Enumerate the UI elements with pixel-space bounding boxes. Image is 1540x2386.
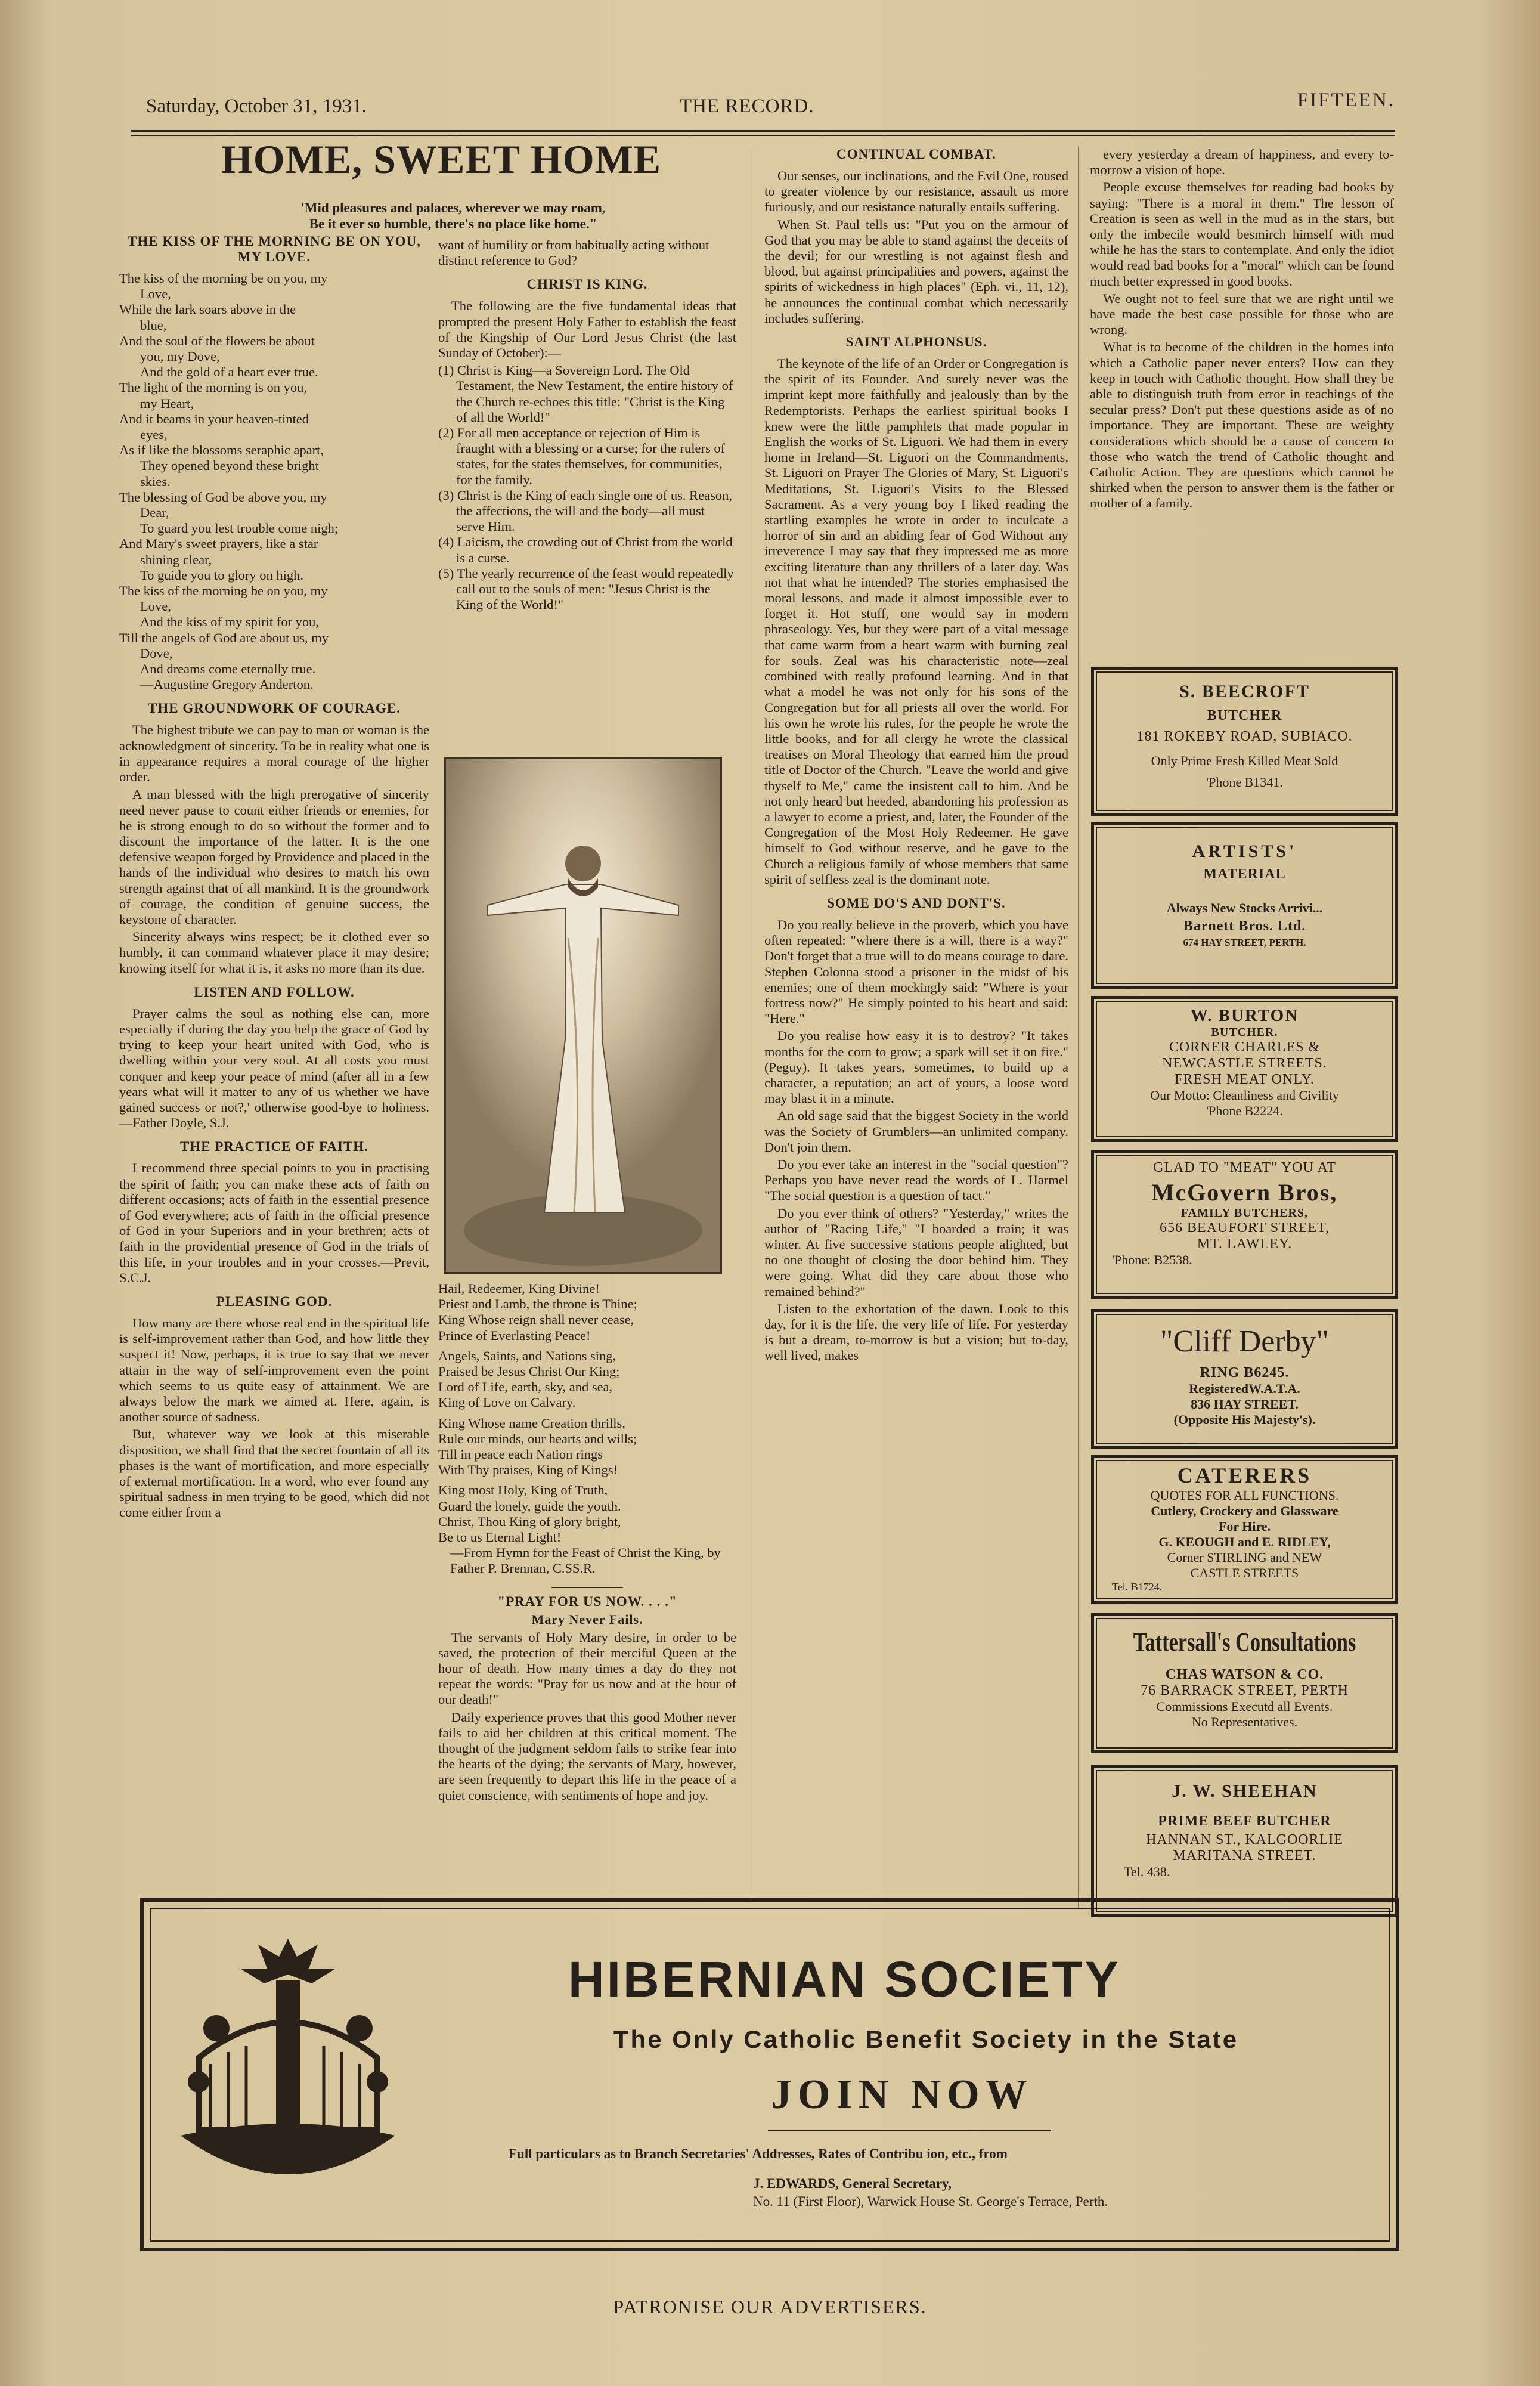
hymn-line: Rule our minds, our hearts and wills; [438, 1431, 637, 1446]
poem-line: Love, [140, 286, 171, 302]
poem-line: They opened beyond these bright [140, 458, 319, 474]
hibernian-secretary: J. EDWARDS, General Secretary, [753, 2176, 952, 2191]
page-number: FIFTEEN. [1297, 89, 1395, 111]
sub-quote-line-2: Be it ever so humble, there's no place like home." [309, 216, 597, 231]
ad-line: NEWCASTLE STREETS. [1162, 1056, 1327, 1071]
hibernian-subtitle: The Only Catholic Benefit Society in the State [613, 2025, 1239, 2053]
hymn-line: Guard the lonely, guide the youth. [438, 1498, 621, 1514]
ad-line: No Representatives. [1191, 1715, 1298, 1729]
poem-line: you, my Dove, [140, 349, 220, 364]
ad-artists-material [1091, 822, 1398, 989]
article-heading: "PRAY FOR US NOW. . . ." [497, 1593, 677, 1609]
article-heading: THE KISS OF THE MORNING BE ON YOU, MY LOVE. [128, 234, 421, 264]
poem-line: To guide you to glory on high. [140, 567, 304, 583]
dos-article [764, 917, 1068, 1364]
poem-line: And the soul of the flowers be about [119, 333, 315, 348]
ad-address: MT. LAWLEY. [1197, 1236, 1293, 1252]
ad-line: RING B6245. [1200, 1365, 1290, 1381]
poem-line: blue, [140, 317, 167, 333]
page-header [131, 89, 1395, 125]
column-divider [1078, 146, 1079, 1908]
paragraph: How many are there whose real end in the spiritual life is self-improvement rather than God, and how little they suspect it! Now, perhaps, it is true to say that we never attain in the way of self-improvement even the point which seems to us quite easy of attainment. We are always below the mark we aimed at. Here, again, is another source of sadness. [119, 1315, 429, 1425]
poem-line: And the kiss of my spirit for you, [140, 614, 319, 630]
column-3 [764, 147, 1068, 1366]
ad-line: (Opposite His Majesty's). [1173, 1412, 1316, 1427]
kiss-poem [119, 271, 429, 692]
poem-line: The kiss of the morning be on you, my [119, 583, 328, 599]
paragraph: When St. Paul tells us: "Put you on the armour of God that you may be able to stand against the deceits of the devil; for our wrestling is not against flesh and blood, but against principalities and powers, against the spirits of wickedness in high places" (Eph. vi., 11, 12), he announces the continual combat which necessarily includes suffering. [764, 216, 1068, 326]
groundwork-article [119, 722, 429, 976]
paragraph: People excuse themselves for reading bad books by saying: "There is a moral in them." The lesson of Creation is seen as well in the mud as in the stars, but only the imbecile would besmirch himself with mud while he has the stars to contemplate. And only the idiot would read bad books for a "moral" which can be found much better expressed in good books. [1090, 180, 1394, 289]
join-now: JOIN NOW [771, 2072, 1033, 2118]
paragraph: An old sage said that the biggest Society in the world was the Society of Grumblers—an unlimited company. Don't join them. [764, 1108, 1068, 1155]
listen-article [119, 1006, 429, 1131]
ad-trade: BUTCHER. [1211, 1026, 1278, 1039]
ad-line: Always New Stocks Arrivi... [1166, 900, 1323, 915]
poem-line: And it beams in your heaven-tinted [119, 411, 309, 426]
hymn-line: Angels, Saints, and Nations sing, [438, 1348, 616, 1363]
hymn-line: Praised be Jesus Christ Our King; [438, 1364, 620, 1379]
ad-caterers [1091, 1455, 1398, 1604]
poem-line: skies. [140, 474, 171, 489]
poem-line: my Heart, [140, 395, 194, 411]
hibernian-particulars: Full particulars as to Branch Secretaries' Addresses, Rates of Contribu ion, etc., from [509, 2146, 1008, 2161]
ad-title: S. BEECROFT [1179, 682, 1310, 701]
ad-trade: PRIME BEEF BUTCHER [1158, 1814, 1331, 1829]
pray-article [438, 1630, 736, 1803]
christ-intro: The following are the five fundamental ideas that prompted the present Holy Father to establish the feast of the Kingship of Our Lord Jesus Christ (the last Sunday of October):— [438, 298, 736, 361]
column-4-text [1090, 147, 1394, 512]
ad-line: Our Motto: Cleanliness and Civility [1150, 1088, 1339, 1103]
ad-title: CATERERS [1177, 1463, 1312, 1487]
column-2-bottom [438, 1281, 736, 1805]
divider [551, 1587, 623, 1588]
article-heading: SOME DO'S AND DONT'S. [827, 895, 1006, 911]
hymn-line: Till in peace each Nation rings [438, 1447, 603, 1462]
hymn-line: Priest and Lamb, the throne is Thine; [438, 1296, 637, 1312]
ad-beecroft [1091, 667, 1398, 816]
hymn-line: King most Holy, King of Truth, [438, 1483, 608, 1498]
hymn-line: King of Love on Calvary. [438, 1395, 576, 1410]
hibernian-address: No. 11 (First Floor), Warwick House St. George's Terrace, Perth. [753, 2194, 1108, 2209]
article-heading: LISTEN AND FOLLOW. [194, 984, 355, 999]
ad-line: Only Prime Fresh Killed Meat Sold [1151, 753, 1338, 768]
column-2-top [438, 237, 736, 612]
paragraph: every yesterday a dream of happiness, and every to-morrow a vision of hope. [1090, 147, 1394, 178]
ad-line: Cutlery, Crockery and Glassware [1151, 1503, 1338, 1518]
paragraph: Listen to the exhortation of the dawn. Look to this day, for it is the life, the very life of life. For yesterday is but a dream, to-morrow is but a vision; but to-day, well lived, makes [764, 1301, 1068, 1363]
ad-address: 836 HAY STREET. [1191, 1397, 1299, 1412]
ad-line: FRESH MEAT ONLY. [1175, 1072, 1315, 1087]
harp-shamrock-emblem-icon [175, 1933, 401, 2213]
poem-line: And dreams come eternally true. [140, 661, 316, 677]
hymn-line: King Whose reign shall never cease, [438, 1312, 634, 1327]
article-heading: CONTINUAL COMBAT. [836, 147, 996, 162]
main-title: HOME, SWEET HOME [221, 137, 662, 182]
article-subheading: Mary Never Fails. [531, 1611, 643, 1627]
ad-phone: 'Phone B1341. [1206, 775, 1283, 790]
ad-title: "Cliff Derby" [1160, 1324, 1329, 1358]
column-4 [1090, 147, 1394, 513]
hymn-line: Hail, Redeemer, King Divine! [438, 1281, 600, 1296]
poem-line: While the lark soars above in the [119, 302, 296, 317]
ad-title: ARTISTS' [1192, 841, 1297, 861]
ad-tattersall [1091, 1613, 1398, 1753]
ad-mcgovern [1091, 1150, 1398, 1299]
ad-line: GLAD TO "MEAT" YOU AT [1153, 1160, 1336, 1175]
poem-line: The light of the morning is on you, [119, 380, 307, 395]
ad-title: McGovern Bros, [1151, 1179, 1338, 1206]
poem-line: Love, [140, 599, 171, 614]
paragraph: A man blessed with the high prerogative of sincerity need never pause to count either friends or enemies, for he is strong enough to do so without the former and to discount the importance of the latter. It is the one defensive weapon forged by Providence and placed in the hands of the individual who desires to match his own strength against that of all mankind. It is the groundwork of courage, the condition of genuine success, the keystone of character. [119, 787, 429, 927]
hymn [438, 1281, 736, 1545]
christ-figure-icon [446, 759, 720, 1272]
alphonsus-article [764, 356, 1068, 887]
christ-the-king-image [444, 757, 722, 1274]
ad-address: HANNAN ST., KALGOORLIE [1146, 1832, 1343, 1847]
paragraph: But, whatever way we look at this miserable disposition, we shall find that the secret fountain of all its phases is the want of mortification, and more especially of external mortification. In a word, who ever found any spiritual sadness in men trying to be good, which did not come either from a [119, 1426, 429, 1520]
paragraph: Do you realise how easy it is to destroy? "It takes months for the corn to grow; a spark will set it on fire." (Peguy). It takes years, sometimes, to build up a character, a reputation; an act of yours, a loose word may blast it in a minute. [764, 1028, 1068, 1106]
ad-line: CHAS WATSON & CO. [1165, 1667, 1324, 1682]
hymn-line: With Thy praises, King of Kings! [438, 1462, 618, 1478]
hymn-line: King Whose name Creation thrills, [438, 1415, 625, 1431]
ad-title: J. W. SHEEHAN [1172, 1781, 1318, 1801]
practice-article [119, 1160, 429, 1286]
ad-phone: Tel. 438. [1124, 1864, 1170, 1879]
join-underline [768, 2130, 1051, 2131]
paragraph: Daily experience proves that this good Mother never fails to aid her children at this critical moment. The thought of the judgment seldom fails to strike fear into the hearts of the dying; the servants of Mary, however, are seen frequently to depart this life in the peace of a quiet conscience, with sentiments of hope and joy. [438, 1709, 736, 1803]
paragraph: Do you ever think of others? "Yesterday," writes the author of "Racing Life," "I boarded a train; it was winter. At five successive stations people alighted, but no one thought of closing the door behind him. They were going. What did they care about those who remained behind?" [764, 1205, 1068, 1299]
paragraph: I recommend three special points to you in practising the spirit of faith; you can make these acts of faith on different occasions; acts of faith in the essential presence of God everywhere; acts of faith in the official presence of God in your Superiors and in your brethren; acts of faith in the providential presence of God in the trials of this life, in your troubles and in your crosses.—Previt, S.C.J. [119, 1160, 429, 1285]
continued-paragraph: want of humility or from habitually acting without distinct reference to God? [438, 237, 709, 268]
pleasing-article [119, 1316, 429, 1521]
ad-line: CASTLE STREETS [1190, 1565, 1299, 1580]
newspaper-title: THE RECORD. [680, 95, 814, 117]
ad-phone: Tel. B1724. [1112, 1581, 1163, 1593]
footer-patronise: PATRONISE OUR ADVERTISERS. [613, 2296, 927, 2317]
ad-address: 181 ROKEBY ROAD, SUBIACO. [1136, 729, 1353, 744]
hymn-credit: —From Hymn for the Feast of Christ the King, by Father P. Brennan, C.SS.R. [450, 1545, 721, 1576]
ad-line: RegisteredW.A.T.A. [1189, 1381, 1300, 1396]
poem-line: Till the angels of God are about us, my [119, 630, 329, 645]
paragraph: Do you ever take an interest in the "social question"? Perhaps you have never read the words of L. Harmel "The social question is a question of tact." [764, 1156, 1068, 1203]
header-rule [131, 130, 1395, 132]
poem-line: eyes, [140, 427, 168, 442]
poem-line: As if like the blossoms seraphic apart, [119, 442, 324, 458]
poem-line: Dove, [140, 645, 173, 661]
ad-address: 656 BEAUFORT STREET, [1159, 1220, 1330, 1236]
poem-line: The kiss of the morning be on you, my [119, 271, 328, 286]
issue-date: Saturday, October 31, 1931. [146, 95, 367, 117]
combat-article [764, 168, 1068, 326]
ad-title: Tattersall's Consultations [1133, 1627, 1356, 1657]
paragraph: The keynote of the life of an Order or Congregation is the spirit of its Founder. And surely never was the imprint kept more faithfully and jealously than by the Redemptorists. Perhaps the earliest spiritual books I knew were the little pamphlets that made popular in English the works of St. Liguori. We had them in every home in Ireland—St. Liguori on the Commandments, St. Liguori on Prayer The Glories of Mary, St. Liguori's Meditations, St. Liguori's Visits to the Blessed Sacrament. As a very young boy I liked reading the startling examples he wrote in order to inculcate a horror of sin and an abiding fear of God Without any irreverence I may say that they impressed me as more exciting literature than any thrillers of a later day. Was not that what he intended? The stories emphasised the moral lessons, and made it almost impossible ever to forget it. Hot stuff, one would say in modern phraseology. Yes, but they were part of a vital message that came warm from a heart warm with burning zeal for souls. Zeal was his characteristic note—zeal combined with really profound learning. And in that what a model he was not only for his sons of the Congregation but for all priests all over the world. For his own he wrote his rules, for the people he wrote the little books, and for all clergy he wrote the classical treatises on Moral Theology that earned him the proud title of Doctor of the Church. "Leave the world and give thyself to Me," came the insistent call to him. And he not only heard but heeded, abandoning his profession as a lawyer to ecome a priest, and, later, the Founder of the Congregation of the Most Holy Redeemer. He gave himself to God without reserve, and he gave to the Church a religious family of whose members that same spirit of selfless zeal is the dominant note. [764, 356, 1068, 887]
article-heading: PLEASING GOD. [216, 1293, 333, 1309]
ad-line: Corner STIRLING and NEW [1167, 1550, 1322, 1565]
ad-address: MARITANA STREET. [1173, 1848, 1316, 1864]
ad-burton [1091, 996, 1398, 1142]
ad-line: CORNER CHARLES & [1169, 1039, 1321, 1055]
christ-point: (3) Christ is the King of each single one of us. Reason, the affections, the will and the body—all must serve Him. [438, 487, 733, 534]
poem-line: And the gold of a heart ever true. [140, 364, 318, 380]
poem-line: —Augustine Gregory Anderton. [140, 677, 314, 692]
paragraph: The servants of Holy Mary desire, in order to be saved, the protection of their merciful Queen at the hour of death. How many times a day do they not repeat the words: "Pray for us now and at the hour of our death!" [438, 1629, 736, 1707]
ad-line: 674 HAY STREET, PERTH. [1183, 937, 1306, 948]
christ-point: (4) Laicism, the crowding out of Christ from the world is a curse. [438, 534, 733, 565]
article-heading: CHRIST IS KING. [526, 277, 648, 292]
paragraph: Sincerity always wins respect; be it clothed ever so humbly, it can command whatever place it may desire; knowing itself for what it is, it asks no more than its due. [119, 929, 429, 976]
sub-quote-line-1: 'Mid pleasures and palaces, wherever we may roam, [300, 200, 606, 215]
article-heading: SAINT ALPHONSUS. [845, 335, 987, 350]
ad-phone: 'Phone: B2538. [1112, 1252, 1192, 1267]
ad-title-2: MATERIAL [1203, 866, 1286, 882]
ad-sheehan [1091, 1765, 1398, 1917]
ad-cliff-derby [1091, 1309, 1398, 1449]
poem-line: And Mary's sweet prayers, like a star [119, 536, 318, 552]
article-heading: THE GROUNDWORK OF COURAGE. [148, 701, 401, 716]
ad-line: For Hire. [1218, 1519, 1271, 1534]
column-1 [119, 234, 429, 1522]
christ-points [438, 363, 736, 612]
poem-line: The blessing of God be above you, my [119, 489, 327, 505]
hymn-line: Prince of Everlasting Peace! [438, 1327, 591, 1343]
poem-line: To guard you lest trouble come nigh; [140, 521, 339, 536]
paragraph: Prayer calms the soul as nothing else can, more especially if during the day you help the grace of God by trying to keep your heart united with God, who is dwelling within your very soul. At all costs you must conquer and keep your peace of mind (after all in a few years what will it matter to any of us whether we have gained success or not?,' otherwise good-bye to holiness.—Father Doyle, S.J. [119, 1005, 429, 1131]
christ-point: (5) The yearly recurrence of the feast would repeatedly call out to the souls of men: "Jesus Christ is the King of the World!" [438, 565, 734, 612]
ad-trade: FAMILY BUTCHERS, [1180, 1206, 1309, 1220]
ad-trade: BUTCHER [1207, 708, 1282, 723]
ad-phone: 'Phone B2224. [1206, 1103, 1283, 1118]
paragraph: We ought not to feel sure that we are right until we have made the best case possible for those who are wrong. [1090, 290, 1394, 338]
hibernian-society-ad [140, 1898, 1399, 2251]
hymn-line: Lord of Life, earth, sky, and sea, [438, 1379, 613, 1395]
ad-line: Barnett Bros. Ltd. [1183, 918, 1306, 934]
article-heading: THE PRACTICE OF FAITH. [180, 1139, 368, 1155]
sub-quote [167, 200, 739, 232]
ad-line: G. KEOUGH and E. RIDLEY, [1158, 1534, 1331, 1549]
paragraph: Do you really believe in the proverb, which you have often repeated: "where there is a will, there is a way?" Don't forget that a true will to do means courage to dare. Stephen Colonna stood a prisoner in the midst of his enemies; one of them mockingly said: "Where is your fortress now?" He simply pointed to his heart and said: "Here." [764, 917, 1068, 1026]
ad-line: Commissions Executd all Events. [1156, 1699, 1333, 1714]
ad-title: W. BURTON [1190, 1006, 1299, 1025]
paragraph: What is to become of the children in the homes into which a Catholic paper never enters? How can they keep in touch with Catholic thought. How shall they be able to distinguish truth from error in teachings of the secular press? Don't put these questions aside as of no importance. They are important. These are weighty considerations which should be a cause of concern to those who watch the trend of Catholic thought and Catholic Action. They are questions which cannot be shirked when the person to answer them is the father or mother of a family. [1090, 339, 1394, 511]
hibernian-title: HIBERNIAN SOCIETY [568, 1951, 1121, 2007]
ad-address: 76 BARRACK STREET, PERTH [1141, 1683, 1349, 1698]
poem-line: shining clear, [140, 552, 212, 567]
poem-line: Dear, [140, 505, 169, 521]
hymn-line: Christ, Thou King of glory bright, [438, 1514, 621, 1529]
paragraph: The highest tribute we can pay to man or woman is the acknowledgment of sincerity. To be in reality what one is in appearance requires a moral courage of the higher order. [119, 722, 429, 785]
christ-point: (1) Christ is King—a Sovereign Lord. The Old Testament, the New Testament, the entire history of the Church re-echoes this title: "Christ is the King of all the World!" [438, 363, 733, 425]
paragraph: Our senses, our inclinations, and the Evil One, roused to greater violence by our resistance, assault us more furiously, and our resistance naturally entails suffering. [764, 168, 1068, 215]
ad-line: QUOTES FOR ALL FUNCTIONS. [1150, 1488, 1339, 1503]
hymn-line: Be to us Eternal Light! [438, 1530, 562, 1545]
christ-point: (2) For all men acceptance or rejection of Him is fraught with a blessing or a curse; for the rulers of states, for the states themselves, for communities, for the family. [438, 425, 726, 487]
